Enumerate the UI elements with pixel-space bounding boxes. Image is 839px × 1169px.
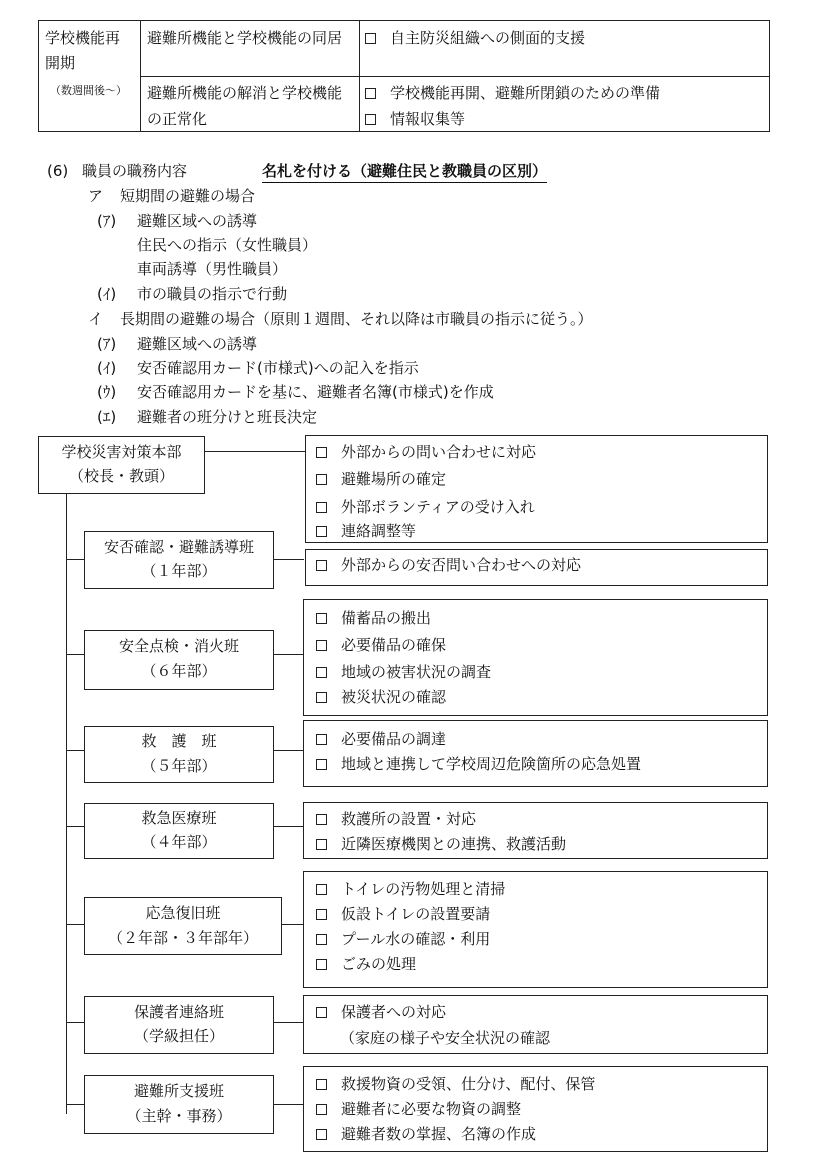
- connector-line: [66, 750, 84, 751]
- team-name: 保護者連絡班: [133, 1003, 224, 1021]
- hq-box: [38, 436, 205, 494]
- duty-item: 連絡調整等: [316, 520, 416, 542]
- duty-item: 救護所の設置・対応: [316, 808, 476, 830]
- section-number: (6): [47, 162, 69, 180]
- checkbox-icon: [316, 909, 327, 920]
- connector-line: [66, 826, 84, 827]
- item-mark: (ｱ): [97, 212, 117, 230]
- team-name: 安否確認・避難誘導班: [103, 538, 254, 556]
- checkbox-icon: [316, 839, 327, 850]
- checkbox-icon: [365, 114, 376, 125]
- list-item: 市の職員の指示で行動: [137, 285, 288, 303]
- table-cell: 避難所機能の解消と学校機能: [147, 84, 343, 102]
- item-mark: (ｱ): [97, 335, 117, 353]
- item-mark: (ｲ): [97, 285, 117, 303]
- phase-sub: （数週間後～）: [50, 84, 127, 97]
- checkbox-icon: [316, 1007, 327, 1018]
- connector-line: [66, 559, 84, 560]
- duty-item: 外部ボランティアの受け入れ: [316, 496, 535, 518]
- team-box: [84, 630, 274, 690]
- list-item: 避難区域への誘導: [137, 212, 258, 230]
- team-members: （１年部）: [141, 562, 217, 580]
- duty-item: ごみの処理: [316, 953, 416, 975]
- team-name: 避難所支援班: [133, 1082, 224, 1100]
- subsection-title: 長期間の避難の場合（原則１週間、それ以降は市職員の指示に従う。）: [120, 310, 593, 328]
- duty-item: 備蓄品の搬出: [316, 607, 431, 629]
- connector-line: [274, 750, 304, 751]
- duty-box: [303, 1066, 768, 1152]
- duty-box: [303, 720, 768, 787]
- org-trunk-line: [66, 494, 67, 1114]
- list-item: 避難者の班分けと班長決定: [137, 408, 318, 426]
- duty-item: 地域の被害状況の調査: [316, 661, 491, 683]
- connector-line: [205, 451, 305, 452]
- duty-item: 近隣医療機関との連携、救護活動: [316, 833, 566, 855]
- subsection-title: 短期間の避難の場合: [120, 187, 256, 205]
- team-box: [84, 1075, 274, 1134]
- checkbox-icon: [316, 640, 327, 651]
- connector-line: [274, 1104, 304, 1105]
- duty-item: 避難場所の確定: [316, 468, 446, 490]
- duty-item: 保護者への対応: [316, 1001, 446, 1023]
- item-mark: (ｴ): [97, 408, 117, 426]
- duty-item: 救援物資の受領、仕分け、配付、保管: [316, 1073, 595, 1095]
- duty-note: （家庭の様子や安全状況の確認: [340, 1029, 551, 1047]
- checkbox-icon: [316, 502, 327, 513]
- checkbox-icon: [316, 560, 327, 571]
- duty-box: [305, 435, 768, 543]
- section-title: 職員の職務内容: [82, 162, 188, 180]
- hq-members: （校長・教頭）: [68, 467, 174, 485]
- team-box: [84, 803, 274, 859]
- table-cell: の正常化: [147, 110, 208, 128]
- connector-line: [66, 654, 84, 655]
- checkbox-icon: [316, 759, 327, 770]
- connector-line: [66, 924, 84, 925]
- duty-item: 必要備品の確保: [316, 634, 446, 656]
- connector-line: [274, 1022, 304, 1023]
- duty-box: [303, 599, 768, 716]
- table-item: 自主防災組織への側面的支援: [365, 27, 585, 49]
- team-members: （５年部）: [141, 757, 217, 775]
- duty-box: [303, 871, 768, 988]
- item-mark: (ｳ): [97, 383, 117, 401]
- duty-item: 避難者数の掌握、名簿の作成: [316, 1123, 536, 1145]
- subsection-label: ア: [88, 187, 104, 205]
- team-name: 救 護 班: [141, 732, 217, 750]
- table-cell: 避難所機能と学校機能の同居: [147, 29, 343, 47]
- checkbox-icon: [316, 814, 327, 825]
- checkbox-icon: [316, 1079, 327, 1090]
- duty-item: 必要備品の調達: [316, 728, 446, 750]
- team-box: [84, 726, 274, 783]
- checkbox-icon: [316, 734, 327, 745]
- checkbox-icon: [365, 88, 376, 99]
- checkbox-icon: [316, 934, 327, 945]
- phase-label: 学校機能再: [45, 29, 121, 47]
- duty-item: プール水の確認・利用: [316, 928, 490, 950]
- duty-item: 避難者に必要な物資の調整: [316, 1098, 521, 1120]
- checkbox-icon: [316, 613, 327, 624]
- connector-line: [274, 826, 304, 827]
- section-note: 名札を付ける（避難住民と教職員の区別）: [262, 160, 547, 183]
- list-item: 安否確認用カードを基に、避難者名簿(市様式)を作成: [137, 383, 494, 401]
- connector-line: [66, 1104, 84, 1105]
- subsection-label: イ: [88, 310, 104, 328]
- team-members: （主幹・事務）: [126, 1107, 232, 1125]
- team-name: 安全点検・消火班: [118, 637, 239, 655]
- duty-item: 外部からの安否問い合わせへの対応: [316, 554, 581, 576]
- connector-line: [282, 924, 304, 925]
- table-item: 情報収集等: [365, 108, 465, 130]
- checkbox-icon: [316, 959, 327, 970]
- table-divider: [140, 76, 770, 77]
- checkbox-icon: [316, 474, 327, 485]
- checkbox-icon: [316, 884, 327, 895]
- team-box: [84, 897, 282, 955]
- duty-box: [303, 802, 768, 859]
- duty-item: 外部からの問い合わせに対応: [316, 441, 536, 463]
- phase-label: 開期: [45, 54, 76, 72]
- checkbox-icon: [316, 667, 327, 678]
- team-name: 救急医療班: [141, 809, 217, 827]
- team-members: （２年部・３年部年）: [107, 929, 258, 947]
- duty-box: [303, 995, 768, 1054]
- duty-box: [305, 549, 768, 586]
- team-members: （４年部）: [141, 833, 217, 851]
- hq-name: 学校災害対策本部: [61, 443, 182, 461]
- table-item: 学校機能再開、避難所閉鎖のための準備: [365, 82, 660, 104]
- list-item: 避難区域への誘導: [137, 335, 258, 353]
- team-name: 応急復旧班: [145, 904, 221, 922]
- duty-item: トイレの汚物処理と清掃: [316, 878, 505, 900]
- item-mark: (ｲ): [97, 359, 117, 377]
- checkbox-icon: [316, 447, 327, 458]
- list-item: 安否確認用カード(市様式)への記入を指示: [137, 359, 419, 377]
- team-members: （学級担任）: [133, 1027, 224, 1045]
- duty-item: 地域と連携して学校周辺危険箇所の応急処置: [316, 753, 641, 775]
- team-members: （６年部）: [141, 662, 217, 680]
- checkbox-icon: [316, 526, 327, 537]
- checkbox-icon: [316, 692, 327, 703]
- connector-line: [274, 654, 304, 655]
- connector-line: [274, 559, 304, 560]
- list-item: 車両誘導（男性職員）: [137, 260, 288, 278]
- list-item: 住民への指示（女性職員）: [137, 236, 318, 254]
- team-box: [84, 996, 274, 1054]
- duty-item: 仮設トイレの設置要請: [316, 903, 490, 925]
- checkbox-icon: [365, 33, 376, 44]
- checkbox-icon: [316, 1104, 327, 1115]
- duty-item: 被災状況の確認: [316, 686, 446, 708]
- team-box: [84, 531, 274, 589]
- connector-line: [66, 1022, 84, 1023]
- checkbox-icon: [316, 1129, 327, 1140]
